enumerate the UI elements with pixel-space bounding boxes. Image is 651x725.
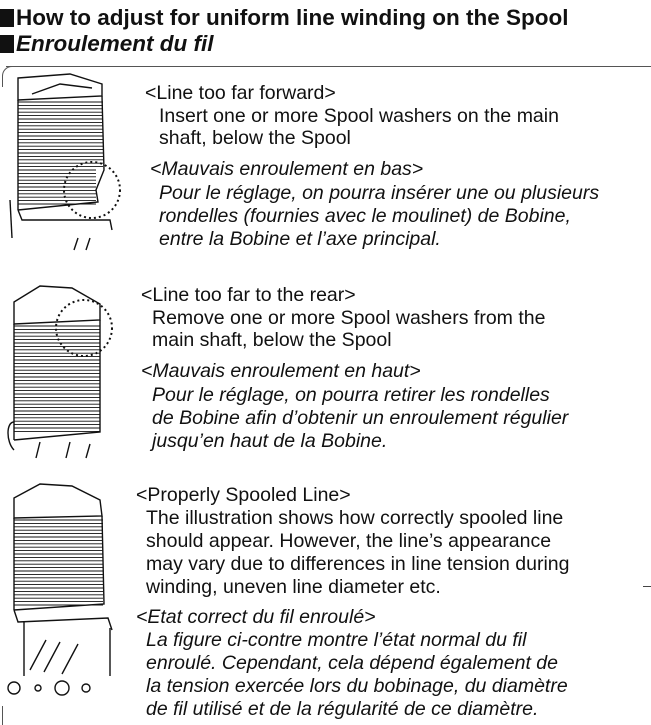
section-text-en: main shaft, below the Spool [152, 329, 392, 351]
heading-french [0, 32, 214, 56]
section-text-en: may vary due to differences in line tension during [146, 553, 570, 575]
section-text-fr: rondelles (fournies avec le moulinet) de Bobine, [159, 205, 571, 227]
heading-square-icon [0, 35, 14, 53]
section-text-fr: La figure ci-contre montre l’état normal du fil [146, 629, 527, 651]
heading-square-icon [0, 9, 14, 27]
section-title-fr: <Etat correct du fil enroulé> [136, 606, 376, 628]
section-text-en: The illustration shows how correctly spooled line [146, 507, 564, 529]
section-title-en: <Line too far to the rear> [141, 284, 356, 306]
frame-bottom-left [2, 706, 13, 725]
section-text-en: should appear. However, the line’s appearance [146, 530, 552, 552]
section-text-fr: Pour le réglage, on pourra insérer une ou plusieurs [159, 182, 600, 204]
section-text-fr: la tension exercée lors du bobinage, du diamètre [146, 675, 568, 697]
heading-english-text: How to adjust for uniform line winding on the Spool [16, 5, 569, 30]
heading-english [0, 6, 568, 30]
section-title-fr: <Mauvais enroulement en haut> [141, 360, 421, 382]
section-text-en: Remove one or more Spool washers from the [152, 307, 546, 329]
section-text-fr: enroulé. Cependant, cela dépend également de [146, 652, 558, 674]
section-text-en: Insert one or more Spool washers on the main [159, 105, 559, 127]
heading-french-text: Enroulement du fil [16, 31, 214, 56]
frame-top-rule [6, 66, 651, 67]
section-title-fr: <Mauvais enroulement en bas> [150, 158, 424, 180]
section-text-fr: de fil utilisé et de la régularité de ce diamètre. [146, 698, 539, 720]
spool-forward-illustration [0, 70, 135, 255]
section-text-fr: entre la Bobine et l’axe principal. [159, 228, 441, 250]
spool-proper-illustration [0, 480, 135, 705]
margin-tick [643, 586, 651, 587]
spool-rear-illustration [0, 272, 135, 462]
section-title-en: <Line too far forward> [145, 82, 336, 104]
section-text-fr: Pour le réglage, on pourra retirer les rondelles [152, 384, 550, 406]
section-text-fr: de Bobine afin d’obtenir un enroulement régulier [152, 407, 569, 429]
section-text-en: shaft, below the Spool [159, 127, 351, 149]
section-title-en: <Properly Spooled Line> [136, 484, 351, 506]
section-text-en: winding, uneven line diameter etc. [146, 576, 441, 598]
section-text-fr: jusqu’en haut de la Bobine. [152, 430, 388, 452]
